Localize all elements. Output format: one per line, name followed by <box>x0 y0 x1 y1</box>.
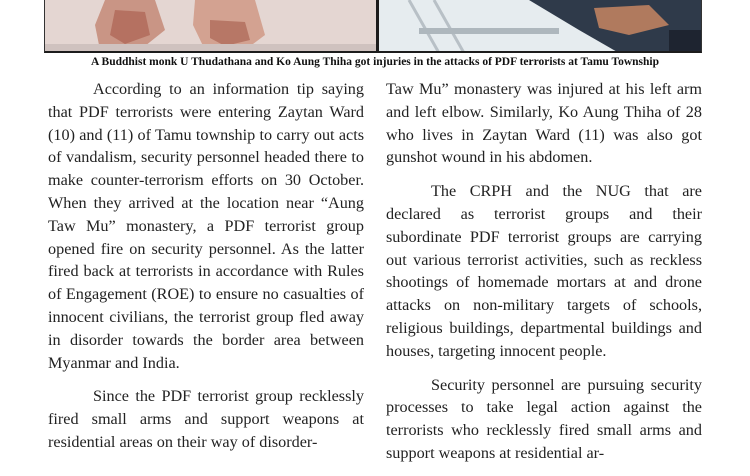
article-column-left <box>48 78 364 465</box>
paragraph-continued: Taw Mu” monastery was injured at his left arm and left elbow. Similarly, Ko Aung Thiha of 28 who lives in Zaytan Ward (11) was also got gunshot wound in his abdomen. <box>386 80 702 167</box>
photo-injured-feet <box>45 0 379 51</box>
photo-strip <box>44 0 702 53</box>
paragraph: The CRPH and the NUG that are declared as terrorist groups and their subordinate PDF terrorist groups are carrying out various terrorist activities, such as reckless shootings of homemade mortars at and drone attacks on non-military targets of schools, religious buildings, departmental buildings and houses, targeting innocent people. <box>386 182 702 360</box>
paragraph: Since the PDF terrorist group recklessly fired small arms and support weapons at residential areas on their way of disorder- <box>48 387 364 451</box>
photo-caption: A Buddhist monk U Thudathana and Ko Aung Thiha got injuries in the attacks of PDF terrorists at Tamu Township <box>90 56 660 68</box>
feet-illustration <box>45 0 376 51</box>
hospital-bed-illustration <box>379 0 701 51</box>
article-column-right <box>386 78 702 476</box>
paragraph: According to an information tip saying that PDF terrorists were entering Zaytan Ward (10) and (11) of Tamu township to carry out acts of vandalism, security personnel headed there to make counter-terrorism efforts on 30 October. When they arrived at the location near “Aung Taw Mu” monastery, a PDF terrorist group opened fire on security personnel. As the latter fired back at terrorists in accordance with Rules of Engagement (ROE) to ensure no casualties of innocent civilians, the terrorist group fled away in disorder towards the border area between Myanmar and India. <box>48 80 364 372</box>
paragraph: Security personnel are pursuing security processes to take legal action against the terrorists who recklessly fired small arms and support weapons at residential ar- <box>386 375 702 462</box>
photo-injured-man <box>379 0 701 51</box>
